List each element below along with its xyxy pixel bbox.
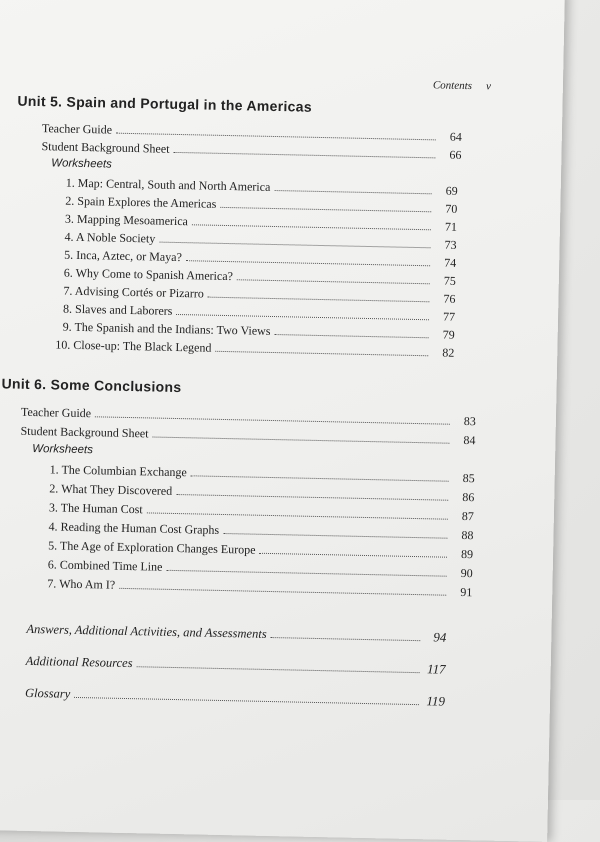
toc-label: Glossary [24,685,71,701]
toc-page-number: 75 [443,273,456,288]
worksheets-heading: Worksheets [51,157,113,171]
toc-label: 10. Close-up: The Black Legend [55,337,212,355]
unit-6-title: Unit 6. Some Conclusions [1,375,182,396]
leader-dots [74,697,419,705]
leader-dots [223,533,447,539]
leader-dots [274,334,428,338]
toc-page-number: 90 [460,565,473,581]
toc-label: Answers, Additional Activities, and Assessments [26,621,267,641]
toc-label: 5. Inca, Aztec, or Maya? [64,247,182,265]
leader-dots [191,475,449,481]
toc-label: 6. Combined Time Line [47,557,163,574]
leader-dots [186,260,430,266]
toc-page-number: 82 [442,345,455,360]
toc-page-number: 87 [461,509,475,524]
leader-dots [274,190,431,194]
leader-dots [152,437,449,444]
leader-dots [220,207,431,212]
leader-dots [237,279,430,284]
leader-dots [136,666,419,673]
toc-page-number: 73 [444,237,457,252]
running-header [433,79,491,92]
leader-dots [208,297,430,303]
worksheets-heading: Worksheets [32,442,94,457]
toc-label: Additional Resources [25,653,133,671]
toc-label: Teacher Guide [20,404,92,421]
toc-label: Student Background Sheet [41,139,170,156]
toc-page-number: 94 [433,629,447,645]
leader-dots [173,152,435,158]
toc-label: 2. Spain Explores the Americas [65,193,217,211]
toc-page-number: 89 [460,546,474,562]
toc-label: Student Background Sheet [20,423,149,441]
toc-page-number: 77 [442,309,456,324]
toc-page-number: 84 [463,433,476,448]
unit-5-title: Unit 5. Spain and Portugal in the Americas [17,92,313,115]
toc-page-number: 83 [463,414,477,429]
leader-dots [147,512,448,519]
leader-dots [215,351,428,356]
toc-label: 4. Reading the Human Cost Graphs [48,519,220,537]
toc-label: 3. The Human Cost [48,500,143,517]
toc-page-number: 69 [445,183,458,198]
leader-dots [192,224,431,230]
leader-dots [259,553,447,558]
toc-label: 1. Map: Central, South and North America [65,175,271,194]
toc-page-number: 86 [462,490,475,505]
leader-dots [119,588,446,596]
toc-label: 6. Why Come to Spanish America? [63,265,234,284]
toc-label: 5. The Age of Exploration Changes Europe [48,538,256,557]
toc-label: 4. A Noble Society [64,229,156,246]
leader-dots [116,133,436,141]
toc-row[interactable] [26,653,446,678]
leader-dots [166,570,446,577]
toc-page-number: 64 [449,129,462,144]
toc-label: Teacher Guide [41,121,113,137]
toc-page-number: 66 [449,147,462,162]
leader-dots [159,242,430,249]
toc-page-number: 70 [445,201,458,216]
leader-dots [176,314,429,320]
toc-page-number: 79 [442,327,455,342]
toc-label: 1. The Columbian Exchange [49,462,187,480]
toc-page-number: 88 [461,527,474,543]
toc-row[interactable] [25,685,445,710]
toc-page-number: 76 [443,291,456,306]
toc-page-number: 91 [460,584,473,600]
header-section: Contents [432,79,473,93]
toc-page-number: 71 [444,219,458,234]
toc-label: 3. Mapping Mesoamerica [64,211,189,229]
toc-row[interactable] [26,621,446,646]
toc-label: 2. What They Discovered [49,481,173,498]
toc-page-number: 74 [444,255,457,270]
toc-label: 8. Slaves and Laborers [62,301,173,318]
toc-label: 7. Who Am I? [47,576,116,592]
leader-dots [95,416,450,424]
toc-label: 9. The Spanish and the Indians: Two Views [62,319,271,338]
toc-page-number: 117 [426,661,446,677]
toc-page-number: 85 [462,471,475,486]
leader-dots [176,494,448,501]
toc-label: 7. Advising Cortés or Pizarro [63,283,204,301]
toc-page-number: 119 [426,693,446,709]
header-page-number: v [485,80,492,93]
leader-dots [271,637,421,641]
